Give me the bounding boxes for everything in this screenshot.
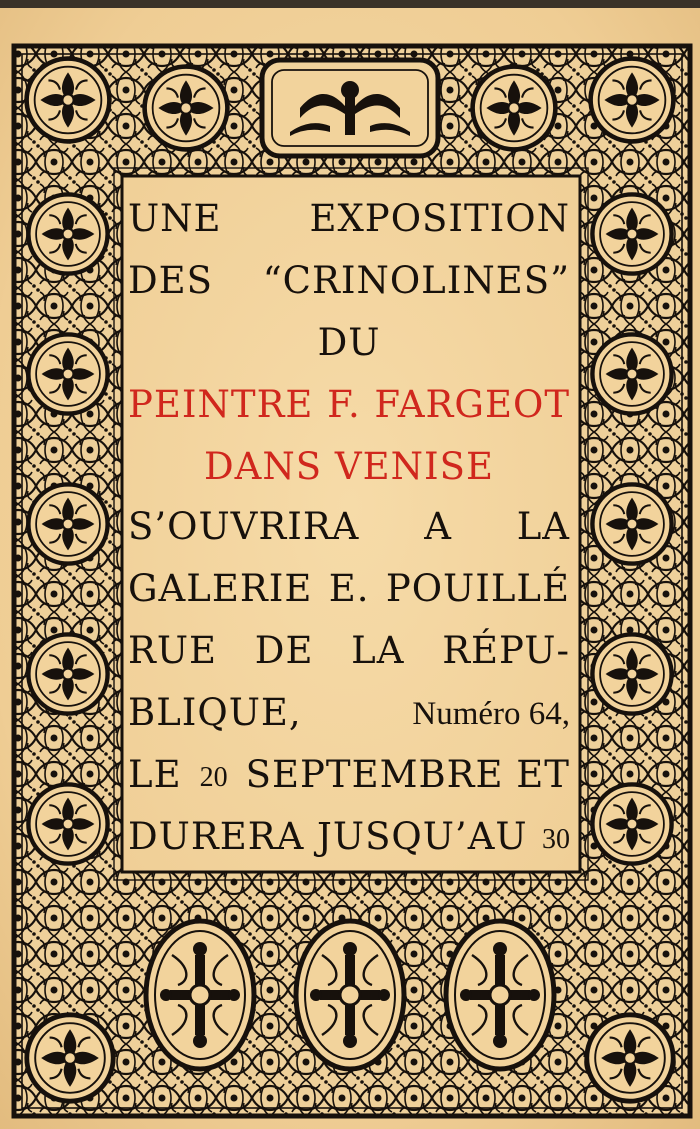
- line-rue-republique: RUE DE LA RÉPU‑: [128, 629, 570, 672]
- line-galerie: GALERIE E. POUILLÉ: [128, 567, 570, 610]
- line-le-20-septembre: [128, 753, 570, 796]
- line-une-exposition: [128, 197, 570, 240]
- text-une-exposition: UNE EXPOSITION: [128, 197, 570, 240]
- text-blique: BLIQUE,: [128, 691, 302, 734]
- line-dans-venise: DANS VENISE: [204, 445, 494, 488]
- text-numero: Numéro 64,: [412, 696, 570, 732]
- text-souvrira: S’OUVRIRA: [128, 505, 360, 548]
- text-la: LA: [516, 505, 570, 548]
- text-day-30: 30: [542, 824, 570, 855]
- line-blique-numero: [128, 691, 570, 734]
- line-crinolines: DES “CRINOLINES”: [128, 259, 570, 302]
- text-a: A: [424, 505, 452, 548]
- text-le: LE: [128, 753, 182, 796]
- text-panel: [128, 186, 570, 864]
- line-durera: [128, 815, 570, 858]
- text-durera-jusquau: DURERA JUSQU’AU: [128, 815, 528, 858]
- text-day-20: 20: [199, 762, 228, 793]
- line-peintre-fargeot: PEINTRE F. FARGEOT: [128, 383, 570, 426]
- line-souvrira: [128, 505, 570, 548]
- text-septembre-et: SEPTEMBRE ET: [245, 753, 570, 796]
- line-du: DU: [317, 321, 381, 364]
